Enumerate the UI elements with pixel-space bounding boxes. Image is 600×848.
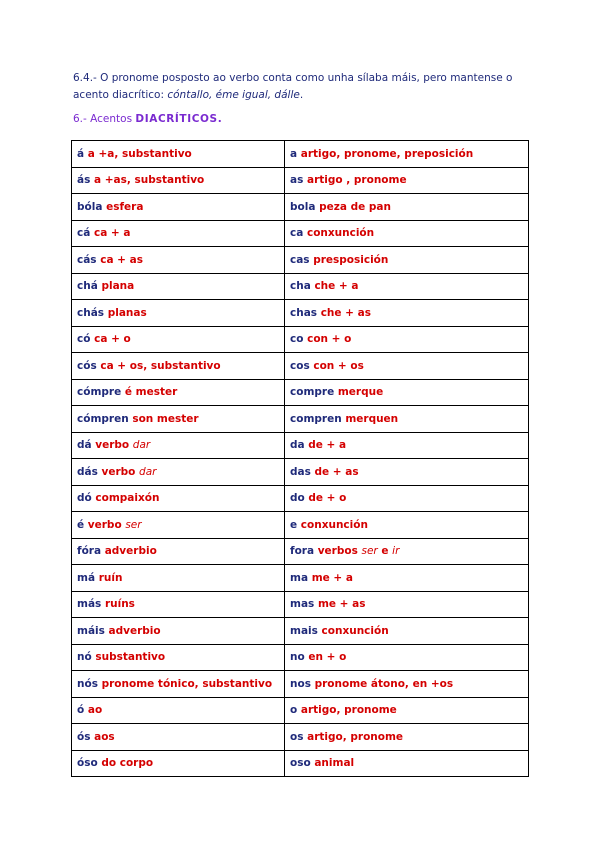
accented-word: é: [77, 518, 85, 531]
unaccented-meaning: con + o: [307, 333, 352, 346]
unaccented-cell: [285, 353, 529, 380]
unaccented-meaning: artigo , pronome: [307, 174, 407, 187]
unaccented-word: mas: [290, 598, 315, 611]
unaccented-word: bola: [290, 200, 316, 213]
accented-meaning: compaixón: [95, 492, 160, 505]
unaccented-word: chas: [290, 306, 318, 319]
table-row: [72, 353, 529, 380]
accented-meaning: plana: [101, 280, 135, 293]
unaccented-cell: [285, 644, 529, 671]
accented-word: bóla: [77, 200, 103, 213]
unaccented-cell: [285, 591, 529, 618]
accented-word: dá: [77, 439, 92, 452]
unaccented-word: cas: [290, 253, 310, 266]
table-row: [72, 485, 529, 512]
accented-cell: [72, 432, 285, 459]
unaccented-meaning: artigo, pronome: [307, 730, 404, 743]
unaccented-meaning: pronome átono, en +os: [314, 677, 454, 690]
accented-meaning: verbo: [101, 465, 136, 478]
unaccented-meaning-italic: ser: [361, 545, 378, 558]
accented-meaning: a +a, substantivo: [87, 147, 192, 160]
accented-word: nós: [77, 677, 98, 690]
table-row: [72, 300, 529, 327]
accented-word: cós: [77, 359, 97, 372]
accented-cell: [72, 326, 285, 353]
unaccented-meaning: che + as: [320, 306, 371, 319]
unaccented-cell: [285, 141, 529, 168]
table-row: [72, 512, 529, 539]
unaccented-word: compren: [290, 412, 342, 425]
table-row: [72, 167, 529, 194]
accented-cell: [72, 247, 285, 274]
accented-cell: [72, 194, 285, 221]
unaccented-word: cos: [290, 359, 310, 372]
accented-word: óso: [77, 757, 98, 770]
accented-cell: [72, 512, 285, 539]
unaccented-word: compre: [290, 386, 335, 399]
unaccented-cell: [285, 300, 529, 327]
accented-cell: [72, 141, 285, 168]
accented-meaning: substantivo: [95, 651, 166, 664]
accented-meaning: ruín: [98, 571, 123, 584]
unaccented-meaning-italic-2: ir: [392, 545, 400, 558]
accented-word: cómpre: [77, 386, 122, 399]
table-row: [72, 750, 529, 777]
unaccented-cell: [285, 750, 529, 777]
unaccented-cell: [285, 326, 529, 353]
unaccented-cell: [285, 220, 529, 247]
accented-word: máis: [77, 624, 105, 637]
unaccented-word: co: [290, 333, 304, 346]
unaccented-cell: [285, 406, 529, 433]
table-row: [72, 565, 529, 592]
accented-meaning: ca + os, substantivo: [100, 359, 221, 372]
table-row: [72, 220, 529, 247]
accented-word: á: [77, 147, 85, 160]
accented-word: nó: [77, 651, 92, 664]
intro-end: .: [299, 89, 304, 101]
heading-title: DIACRÍTICOS.: [135, 113, 223, 125]
accented-meaning: ca + a: [93, 227, 131, 240]
table-row: [72, 644, 529, 671]
unaccented-word: das: [290, 465, 311, 478]
table-row: [72, 194, 529, 221]
accented-meaning-italic: dar: [139, 465, 157, 478]
unaccented-cell: [285, 459, 529, 486]
accented-word: cá: [77, 227, 91, 240]
accented-meaning: é mester: [124, 386, 178, 399]
unaccented-word: fora: [290, 545, 315, 558]
table-row: [72, 406, 529, 433]
accented-word: chás: [77, 306, 105, 319]
unaccented-meaning: me + as: [317, 598, 366, 611]
unaccented-meaning: artigo, pronome, preposición: [300, 147, 474, 160]
intro-paragraph: [73, 70, 543, 104]
diacritics-table: [71, 140, 529, 777]
accented-meaning-italic: dar: [132, 439, 151, 452]
accented-cell: [72, 353, 285, 380]
accented-cell: [72, 406, 285, 433]
accented-word: fóra: [77, 545, 102, 558]
unaccented-word: cha: [290, 280, 311, 293]
table-row: [72, 379, 529, 406]
accented-cell: [72, 220, 285, 247]
heading-prefix: 6.- Acentos: [73, 113, 136, 125]
unaccented-word: as: [290, 174, 304, 187]
unaccented-meaning-conj: e: [381, 545, 389, 558]
accented-cell: [72, 750, 285, 777]
unaccented-cell: [285, 724, 529, 751]
accented-meaning: son mester: [132, 412, 199, 425]
unaccented-meaning: de + as: [314, 465, 359, 478]
unaccented-cell: [285, 538, 529, 565]
unaccented-meaning: peza de pan: [319, 200, 391, 213]
table-row: [72, 618, 529, 645]
accented-meaning: aos: [94, 730, 115, 743]
unaccented-word: oso: [290, 757, 311, 770]
unaccented-word: ca: [290, 227, 304, 240]
accented-cell: [72, 485, 285, 512]
unaccented-meaning: conxunción: [306, 227, 375, 240]
unaccented-meaning: che + a: [314, 280, 359, 293]
intro-text: 6.4.- O pronome posposto ao verbo conta como unha sílaba máis, pero mantense o acento diacrítico:: [73, 72, 513, 101]
accented-cell: [72, 591, 285, 618]
unaccented-cell: [285, 194, 529, 221]
accented-meaning: esfera: [106, 200, 144, 213]
unaccented-cell: [285, 167, 529, 194]
unaccented-word: ma: [290, 571, 309, 584]
table-row: [72, 459, 529, 486]
accented-meaning: ca + as: [100, 253, 143, 266]
table-row: [72, 697, 529, 724]
section-heading: [73, 113, 222, 125]
accented-cell: [72, 724, 285, 751]
accented-word: ás: [77, 174, 91, 187]
accented-meaning: ao: [87, 704, 103, 717]
accented-cell: [72, 671, 285, 698]
table-row: [72, 141, 529, 168]
unaccented-meaning: verbos: [317, 545, 358, 558]
accented-cell: [72, 644, 285, 671]
unaccented-cell: [285, 485, 529, 512]
accented-cell: [72, 618, 285, 645]
accented-cell: [72, 300, 285, 327]
table-row: [72, 273, 529, 300]
accented-meaning: verbo: [87, 518, 122, 531]
accented-word: chá: [77, 280, 98, 293]
unaccented-cell: [285, 247, 529, 274]
accented-meaning: verbo: [95, 439, 130, 452]
unaccented-word: do: [290, 492, 305, 505]
unaccented-cell: [285, 618, 529, 645]
unaccented-word: no: [290, 651, 305, 664]
table-row: [72, 326, 529, 353]
accented-word: dás: [77, 465, 98, 478]
unaccented-meaning: en + o: [308, 651, 347, 664]
accented-meaning: adverbio: [104, 545, 157, 558]
unaccented-meaning: de + o: [308, 492, 347, 505]
accented-word: cás: [77, 253, 97, 266]
accented-word: ós: [77, 730, 91, 743]
accented-cell: [72, 459, 285, 486]
accented-meaning-italic: ser: [125, 518, 142, 531]
unaccented-cell: [285, 379, 529, 406]
unaccented-word: e: [290, 518, 298, 531]
unaccented-cell: [285, 273, 529, 300]
accented-cell: [72, 538, 285, 565]
table-row: [72, 591, 529, 618]
unaccented-word: a: [290, 147, 298, 160]
unaccented-cell: [285, 565, 529, 592]
unaccented-meaning: conxunción: [321, 624, 389, 637]
unaccented-meaning: de + a: [308, 439, 347, 452]
unaccented-cell: [285, 671, 529, 698]
accented-meaning: a +as, substantivo: [94, 174, 205, 187]
table-row: [72, 724, 529, 751]
accented-cell: [72, 697, 285, 724]
unaccented-word: da: [290, 439, 305, 452]
table-row: [72, 247, 529, 274]
table-row: [72, 671, 529, 698]
unaccented-meaning: merquen: [345, 412, 399, 425]
accented-meaning: ca + o: [94, 333, 131, 346]
unaccented-cell: [285, 432, 529, 459]
unaccented-cell: [285, 512, 529, 539]
unaccented-meaning: con + os: [313, 359, 364, 372]
accented-word: ó: [77, 704, 85, 717]
accented-word: má: [77, 571, 96, 584]
unaccented-word: mais: [290, 624, 318, 637]
unaccented-meaning: conxunción: [300, 518, 368, 531]
accented-cell: [72, 167, 285, 194]
accented-meaning: pronome tónico, substantivo: [101, 677, 273, 690]
unaccented-meaning: me + a: [311, 571, 353, 584]
accented-meaning: do corpo: [101, 757, 154, 770]
unaccented-word: o: [290, 704, 298, 717]
unaccented-meaning: artigo, pronome: [300, 704, 397, 717]
accented-word: más: [77, 598, 102, 611]
intro-examples: cóntallo, éme igual, dálle: [167, 89, 300, 101]
accented-word: có: [77, 333, 91, 346]
unaccented-meaning: merque: [337, 386, 384, 399]
table-row: [72, 432, 529, 459]
accented-word: dó: [77, 492, 92, 505]
accented-meaning: ruíns: [104, 598, 135, 611]
accented-cell: [72, 379, 285, 406]
unaccented-word: os: [290, 730, 304, 743]
table-row: [72, 538, 529, 565]
unaccented-meaning: presposición: [313, 253, 389, 266]
unaccented-word: nos: [290, 677, 311, 690]
accented-meaning: planas: [107, 306, 147, 319]
accented-cell: [72, 565, 285, 592]
unaccented-cell: [285, 697, 529, 724]
accented-word: cómpren: [77, 412, 129, 425]
accented-cell: [72, 273, 285, 300]
accented-meaning: adverbio: [108, 624, 161, 637]
unaccented-meaning: animal: [314, 757, 355, 770]
